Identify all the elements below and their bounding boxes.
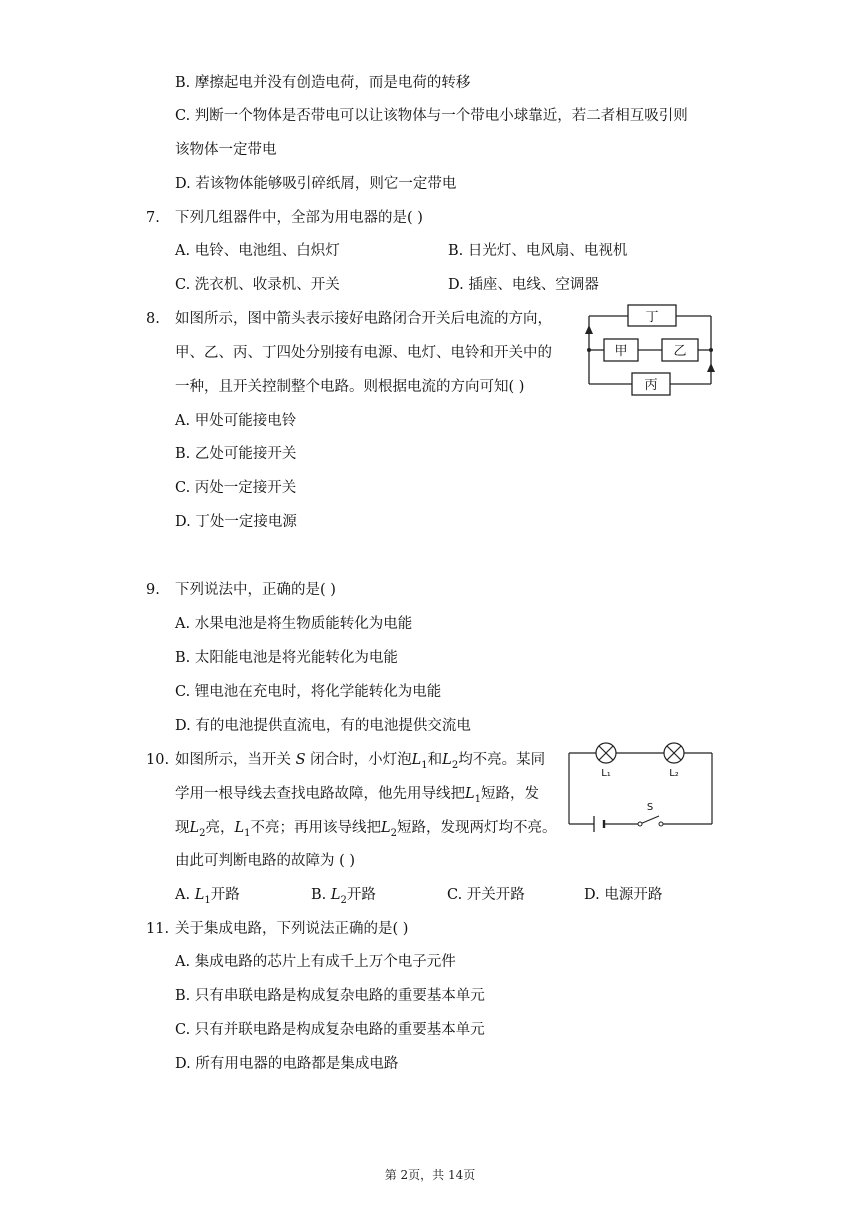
q10-option-d: D. 电源开路 xyxy=(584,887,663,903)
q6-option-c-cont: 该物体一定带电 xyxy=(175,142,277,158)
q10-label-l2: L₂ xyxy=(669,768,679,779)
q9-number: 9. xyxy=(146,582,160,598)
q11-option-c: C. 只有并联电路是构成复杂电路的重要基本单元 xyxy=(175,1022,485,1038)
q9-option-b: B. 太阳能电池是将光能转化为电能 xyxy=(175,650,398,666)
q9-stem: 下列说法中，正确的是( ) xyxy=(175,582,336,598)
q11-option-d: D. 所有用电器的电路都是集成电路 xyxy=(175,1056,399,1072)
q10-number: 10. xyxy=(146,752,170,768)
q6-option-b: B. 摩擦起电并没有创造电荷，而是电荷的转移 xyxy=(175,75,471,91)
q8-label-yi: 乙 xyxy=(673,344,687,359)
q7-option-a: A. 电铃、电池组、白炽灯 xyxy=(175,243,340,259)
q11-stem: 关于集成电路，下列说法正确的是( ) xyxy=(175,921,409,937)
q8-option-b: B. 乙处可能接开关 xyxy=(175,446,297,462)
q8-option-a: A. 甲处可能接电铃 xyxy=(175,413,297,429)
q8-stem-line3: 一种，且开关控制整个电路。则根据电流的方向可知( ) xyxy=(175,379,525,395)
q9-option-c: C. 锂电池在充电时，将化学能转化为电能 xyxy=(175,684,442,700)
q10-label-l1: L₁ xyxy=(601,768,611,779)
q7-option-d: D. 插座、电线、空调器 xyxy=(448,277,599,293)
q6-option-d: D. 若该物体能够吸引碎纸屑，则它一定带电 xyxy=(175,176,457,192)
page-footer: 第 2页，共 14页 xyxy=(384,1168,476,1182)
q8-stem-line1: 如图所示，图中箭头表示接好电路闭合开关后电流的方向， xyxy=(175,311,552,327)
q7-option-c: C. 洗衣机、收录机、开关 xyxy=(175,277,340,293)
q8-stem-line2: 甲、乙、丙、丁四处分别接有电源、电灯、电铃和开关中的 xyxy=(175,345,552,361)
q11-option-a: A. 集成电路的芯片上有成千上万个电子元件 xyxy=(175,954,456,970)
q10-option-a: A. $L_1$开路 xyxy=(175,887,240,906)
q8-number: 8. xyxy=(146,311,160,327)
q7-option-b: B. 日光灯、电风扇、电视机 xyxy=(448,243,628,259)
q10-stem-line2: 学用一根导线去查找电路故障，他先用导线把$L_1$短路，发 xyxy=(175,786,540,805)
q8-label-ding: 丁 xyxy=(645,310,659,325)
q9-option-a: A. 水果电池是将生物质能转化为电能 xyxy=(175,616,413,632)
q10-option-b: B. $L_2$开路 xyxy=(311,887,376,906)
q6-option-c: C. 判断一个物体是否带电可以让该物体与一个带电小球靠近，若二者相互吸引则 xyxy=(175,108,688,124)
q10-stem-line1: 如图所示，当开关 S 闭合时，小灯泡$L_1$和$L_2$均不亮。某同 xyxy=(175,752,546,771)
q7-number: 7. xyxy=(146,210,160,226)
q8-option-d: D. 丁处一定接电源 xyxy=(175,514,297,530)
q11-number: 11. xyxy=(146,921,170,937)
q7-stem: 下列几组器件中，全部为用电器的是( ) xyxy=(175,210,423,226)
q9-option-d: D. 有的电池提供直流电，有的电池提供交流电 xyxy=(175,718,471,734)
q10-option-c: C. 开关开路 xyxy=(447,887,525,903)
q10-circuit-diagram xyxy=(564,738,716,832)
q10-stem-line3: 现$L_2$亮，$L_1$不亮；再用该导线把$L_2$短路，发现两灯均不亮。 xyxy=(175,820,557,839)
q8-circuit-diagram xyxy=(580,300,720,406)
q8-option-c: C. 丙处一定接开关 xyxy=(175,480,297,496)
q8-label-jia: 甲 xyxy=(614,344,628,359)
q10-stem-line4: 由此可判断电路的故障为 ( ) xyxy=(175,853,356,869)
q8-label-bing: 丙 xyxy=(644,378,658,393)
q11-option-b: B. 只有串联电路是构成复杂电路的重要基本单元 xyxy=(175,988,485,1004)
q10-label-s: S xyxy=(646,802,654,813)
